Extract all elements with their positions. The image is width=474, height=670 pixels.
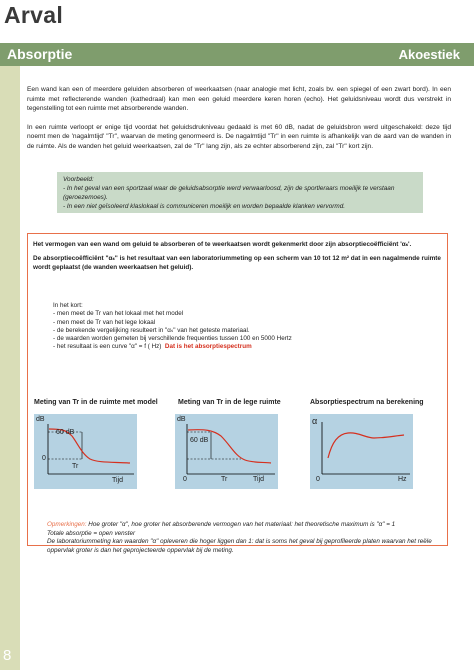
summary-last-text: - het resultaat is een curve "α" = f ( Hz) <box>53 343 162 351</box>
graph-2-level-label: 60 dB <box>190 437 209 444</box>
example-line-2: - In een niet geïsoleerd klaslokaal is communiceren moeilijk en worden bepaalde klanken vervormd. <box>63 203 346 210</box>
graph-1-db-label: dB <box>36 416 45 423</box>
summary-item: - men meet de Tr van het lokaal met het model <box>53 310 184 318</box>
graph-3-title: Absorptiespectrum na berekening <box>310 399 424 406</box>
graph-1-level-label: 60 dB <box>56 429 75 436</box>
intro-text <box>27 85 451 161</box>
summary-heading: In het kort: <box>53 302 83 309</box>
remarks-text-1: Hoe groter "α", hoe groter het absorberende vermogen van het materiaal: het theoretische maximum is "α" = 1 <box>86 521 396 528</box>
graph-3-hz-label: Hz <box>398 476 407 483</box>
spectrum-highlight: Dat is het absorptiespectrum <box>164 343 252 351</box>
section-title: Akoestiek <box>398 47 460 62</box>
remarks-line-2: Totale absorptie = open venster <box>47 529 136 537</box>
remarks-label: Opmerkingen: <box>47 521 87 528</box>
remarks-line-1 <box>47 521 442 530</box>
remarks <box>47 521 442 555</box>
title-band <box>0 43 474 66</box>
brand-logo: Arval <box>4 2 64 28</box>
graph-1-zero-label: 0 <box>42 455 46 462</box>
graph-2-title: Meting van Tr in de lege ruimte <box>178 399 281 406</box>
page-number: 8 <box>3 647 12 664</box>
graph-2-tr-label: Tr <box>221 476 228 483</box>
graph-2 <box>175 414 278 489</box>
graph-1-title: Meting van Tr in de ruimte met model <box>34 399 158 406</box>
intro-paragraph-1: Een wand kan een of meerdere geluiden absorberen of weerkaatsen (naar analogie met licht, zoals bv. een spiegel of een zwart bord). In een ruimte met reflecterende wanden (kathedraal) kan men een geluid meerdere keren horen (echo). Het geluidsniveau wordt dus verstrekt in tegenstelling tot een ruimte met absorberende wanden. <box>27 86 451 113</box>
absorption-box <box>27 233 448 554</box>
page-title: Absorptie <box>7 46 73 62</box>
summary-item: - de berekende vergelijking resulteert in "αₛ" van het geteste materiaal. <box>53 326 250 334</box>
graph-2-zero-label: 0 <box>183 476 187 483</box>
summary-item: - de waarden worden gemeten bij verschillende frequenties tussen 100 en 5000 Hertz <box>53 335 292 343</box>
summary-item-last <box>53 343 433 351</box>
absorption-definition: De absorptiecoëfficiënt "αₛ" is het resultaat van een laboratoriummeting op een scherm van 10 tot 12 m² dat in een nagalmende ruimte wordt geplaatst (de wanden weerkaatsen het geluid). <box>33 255 441 271</box>
summary-list <box>53 302 433 352</box>
example-heading: Voorbeeld: <box>63 176 94 183</box>
graph-2-db-label: dB <box>177 416 186 423</box>
remarks-line-3: De laboratoriummeting kan waarden "α" opleveren die hoger liggen dan 1: dat is soms het geval bij geprofileerde platen waarvan het reële oppervlak groter is dan het geprojecteerde oppervlak bij de meting. <box>47 538 432 554</box>
graph-1 <box>34 414 137 489</box>
graph-2-time-label: Tijd <box>253 476 265 483</box>
graph-3-zero-label: 0 <box>316 476 320 483</box>
absorption-intro: Het vermogen van een wand om geluid te absorberen of te weerkaatsen wordt gekenmerkt door zijn absorptiecoëfficiënt 'αₛ'. <box>33 241 412 248</box>
summary-item: - men meet de Tr van het lege lokaal <box>53 318 156 326</box>
example-line-1: - In het geval van een sportzaal waar de geluidsabsorptie werd verwaarloosd, zijn de sportleraars moeilijk te verstaan (geroezemoes). <box>63 185 395 201</box>
graph-1-tr-label: Tr <box>72 463 79 470</box>
graph-3-alpha-label: α <box>312 416 318 426</box>
graph-3 <box>310 414 413 489</box>
intro-paragraph-2: In een ruimte verloopt er enige tijd voordat het geluidsdrukniveau gedaald is met 60 dB, nadat de geluidsbron werd uitgeschakeld: deze tijd noemt men de 'nagalmtijd' "Tr", waarvan de meting genormeerd is. De nagalmtijd "Tr" in een ruimte is afhankelijk van de aard van de wanden in de ruimte. Als de wanden het geluid weerkaatsen, zal de "Tr" lang zijn, als ze echter absorberend zijn, zal "Tr" kort zijn. <box>27 123 451 150</box>
sidebar-strip <box>0 66 20 670</box>
example-box <box>57 172 423 213</box>
graph-1-time-label: Tijd <box>112 477 124 484</box>
